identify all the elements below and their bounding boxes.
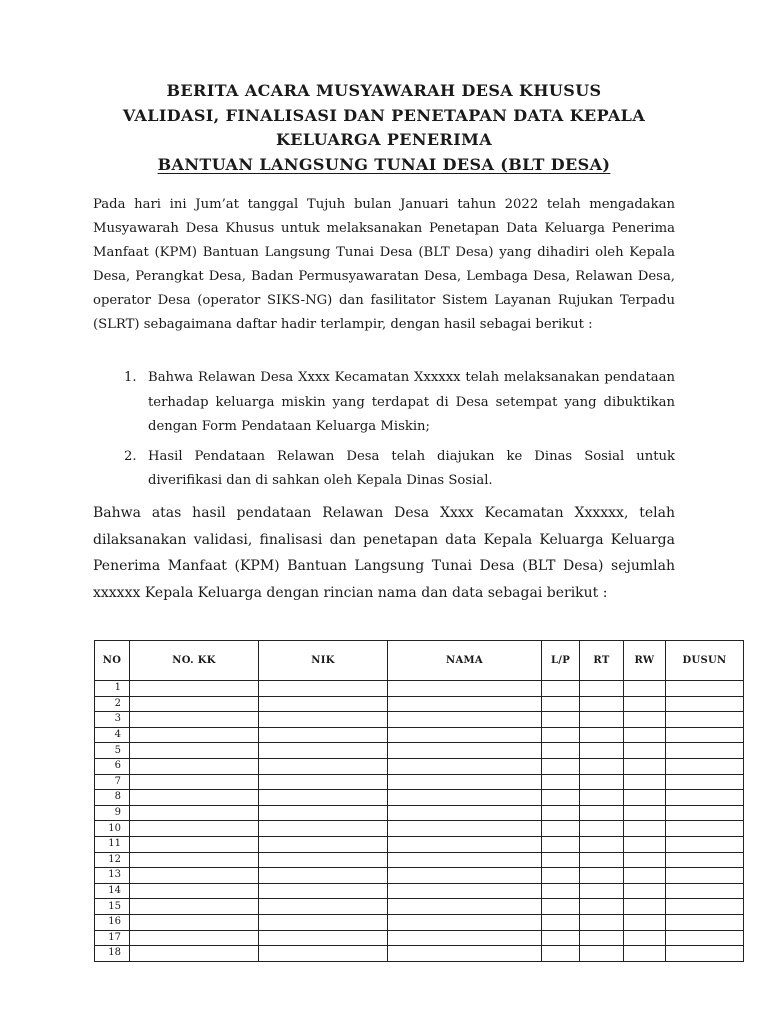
table-cell	[388, 836, 542, 852]
table-cell	[130, 821, 259, 837]
table-row	[95, 868, 744, 884]
table-cell	[542, 852, 580, 868]
table-cell	[130, 868, 259, 884]
table-cell	[580, 930, 624, 946]
table-cell	[388, 899, 542, 915]
table-cell	[259, 727, 388, 743]
table-cell	[666, 758, 744, 774]
table-cell	[542, 821, 580, 837]
table-cell	[624, 805, 666, 821]
column-header: NO	[95, 641, 130, 681]
table-cell	[666, 899, 744, 915]
result-list	[124, 366, 675, 494]
row-number: 17	[95, 930, 130, 946]
table-cell	[542, 681, 580, 697]
row-number: 9	[95, 805, 130, 821]
table-cell	[666, 930, 744, 946]
table-row	[95, 899, 744, 915]
table-cell	[580, 852, 624, 868]
table-cell	[580, 712, 624, 728]
table-cell	[259, 712, 388, 728]
title-line-2: VALIDASI, FINALISASI DAN PENETAPAN DATA KEPALA	[122, 105, 646, 125]
table-cell	[542, 946, 580, 962]
table-cell	[259, 914, 388, 930]
table-cell	[130, 696, 259, 712]
table-cell	[666, 774, 744, 790]
table-cell	[388, 946, 542, 962]
table-cell	[624, 883, 666, 899]
table-cell	[666, 914, 744, 930]
table-cell	[130, 758, 259, 774]
table-cell	[542, 805, 580, 821]
table-cell	[580, 836, 624, 852]
table-cell	[388, 696, 542, 712]
table-cell	[666, 821, 744, 837]
table-cell	[130, 805, 259, 821]
table-cell	[666, 883, 744, 899]
list-item-number: 1.	[124, 370, 137, 385]
row-number: 6	[95, 758, 130, 774]
table-cell	[624, 821, 666, 837]
table-cell	[388, 743, 542, 759]
table-cell	[666, 681, 744, 697]
table-cell	[666, 790, 744, 806]
table-row	[95, 914, 744, 930]
table-row	[95, 836, 744, 852]
table-cell	[259, 899, 388, 915]
table-cell	[388, 805, 542, 821]
table-cell	[259, 852, 388, 868]
table-cell	[259, 805, 388, 821]
table-row	[95, 696, 744, 712]
table-cell	[624, 727, 666, 743]
row-number: 1	[95, 681, 130, 697]
table-cell	[259, 821, 388, 837]
table-row	[95, 946, 744, 962]
table-cell	[580, 914, 624, 930]
column-header: DUSUN	[666, 641, 744, 681]
table-cell	[388, 868, 542, 884]
table-cell	[624, 852, 666, 868]
table-row	[95, 805, 744, 821]
table-cell	[542, 930, 580, 946]
table-cell	[259, 790, 388, 806]
table-cell	[259, 774, 388, 790]
table-cell	[542, 914, 580, 930]
table-cell	[259, 836, 388, 852]
table-cell	[580, 946, 624, 962]
table-cell	[130, 727, 259, 743]
table-cell	[130, 899, 259, 915]
table-cell	[624, 946, 666, 962]
title-line-4: BANTUAN LANGSUNG TUNAI DESA (BLT DESA)	[157, 154, 611, 174]
table-cell	[624, 758, 666, 774]
table-cell	[130, 681, 259, 697]
row-number: 8	[95, 790, 130, 806]
table-cell	[130, 774, 259, 790]
table-cell	[388, 930, 542, 946]
table-cell	[666, 727, 744, 743]
table-cell	[388, 852, 542, 868]
table-cell	[624, 899, 666, 915]
table-cell	[130, 790, 259, 806]
table-cell	[130, 946, 259, 962]
table-cell	[542, 790, 580, 806]
table-cell	[666, 946, 744, 962]
table-cell	[624, 696, 666, 712]
table-cell	[259, 681, 388, 697]
table-cell	[259, 743, 388, 759]
table-cell	[542, 758, 580, 774]
table-cell	[666, 743, 744, 759]
kpm-table	[94, 640, 744, 962]
document-title	[60, 79, 708, 177]
row-number: 15	[95, 899, 130, 915]
table-row	[95, 727, 744, 743]
table-cell	[580, 743, 624, 759]
table-cell	[666, 836, 744, 852]
table-cell	[580, 696, 624, 712]
row-number: 11	[95, 836, 130, 852]
table-cell	[259, 758, 388, 774]
table-row	[95, 790, 744, 806]
title-line-3: KELUARGA PENERIMA	[275, 130, 493, 149]
row-number: 4	[95, 727, 130, 743]
table-cell	[624, 681, 666, 697]
row-number: 16	[95, 914, 130, 930]
row-number: 2	[95, 696, 130, 712]
table-cell	[542, 836, 580, 852]
row-number: 18	[95, 946, 130, 962]
table-cell	[542, 868, 580, 884]
table-row	[95, 930, 744, 946]
opening-paragraph: Pada hari ini Jum’at tanggal Tujuh bulan Januari tahun 2022 telah mengadakan Musyawarah Desa Khusus untuk melaksanakan Penetapan Data Keluarga Penerima Manfaat (KPM) Bantuan Langsung Tunai Desa (BLT Desa) yang dihadiri oleh Kepala Desa, Perangkat Desa, Badan Permusyawaratan Desa, Lembaga Desa, Relawan Desa, operator Desa (operator SIKS-NG) dan fasilitator Sistem Layanan Rujukan Terpadu (SLRT) sebagaimana daftar hadir terlampir, dengan hasil sebagai berikut :	[93, 197, 675, 333]
column-header: NO. KK	[130, 641, 259, 681]
table-cell	[580, 758, 624, 774]
table-cell	[624, 790, 666, 806]
validation-paragraph: Bahwa atas hasil pendataan Relawan Desa Xxxx Kecamatan Xxxxxx, telah dilaksanakan validasi, finalisasi dan penetapan data Kepala Keluarga Keluarga Penerima Manfaat (KPM) Bantuan Langsung Tunai Desa (BLT Desa) sejumlah xxxxxx Kepala Keluarga dengan rincian nama dan data sebagai berikut :	[93, 505, 675, 601]
table-cell	[542, 883, 580, 899]
table-cell	[542, 899, 580, 915]
row-number: 7	[95, 774, 130, 790]
table-row	[95, 743, 744, 759]
table-cell	[388, 727, 542, 743]
table-row	[95, 852, 744, 868]
table-cell	[666, 805, 744, 821]
table-row	[95, 883, 744, 899]
table-cell	[388, 681, 542, 697]
table-cell	[130, 883, 259, 899]
table-cell	[580, 790, 624, 806]
table-cell	[130, 712, 259, 728]
table-cell	[580, 868, 624, 884]
column-header: L/P	[542, 641, 580, 681]
table-cell	[542, 696, 580, 712]
table-cell	[542, 727, 580, 743]
list-item-text: Bahwa Relawan Desa Xxxx Kecamatan Xxxxxx telah melaksanakan pendataan terhadap keluarga miskin yang terdapat di Desa setempat yang dibuktikan dengan Form Pendataan Keluarga Miskin;	[148, 370, 675, 435]
table-cell	[580, 805, 624, 821]
table-cell	[388, 883, 542, 899]
table-cell	[542, 712, 580, 728]
table-row	[95, 758, 744, 774]
table-cell	[542, 774, 580, 790]
table-cell	[666, 696, 744, 712]
table-cell	[259, 696, 388, 712]
column-header: NAMA	[388, 641, 542, 681]
row-number: 13	[95, 868, 130, 884]
table-cell	[624, 930, 666, 946]
table-cell	[580, 899, 624, 915]
column-header: RT	[580, 641, 624, 681]
table-cell	[624, 868, 666, 884]
table-cell	[624, 836, 666, 852]
table-row	[95, 774, 744, 790]
table-cell	[388, 758, 542, 774]
column-header: NIK	[259, 641, 388, 681]
row-number: 12	[95, 852, 130, 868]
table-cell	[130, 852, 259, 868]
table-row	[95, 821, 744, 837]
column-header: RW	[624, 641, 666, 681]
row-number: 3	[95, 712, 130, 728]
table-cell	[666, 852, 744, 868]
table-cell	[580, 821, 624, 837]
title-line-1: BERITA ACARA MUSYAWARAH DESA KHUSUS	[166, 81, 602, 100]
table-cell	[388, 774, 542, 790]
table-cell	[130, 914, 259, 930]
table-cell	[388, 712, 542, 728]
table-cell	[259, 946, 388, 962]
list-item-text: Hasil Pendataan Relawan Desa telah diajukan ke Dinas Sosial untuk diverifikasi dan di sahkan oleh Kepala Dinas Sosial.	[148, 448, 675, 489]
list-item	[124, 366, 675, 440]
table-cell	[624, 743, 666, 759]
table-cell	[259, 868, 388, 884]
table-row	[95, 681, 744, 697]
table-cell	[624, 914, 666, 930]
table-cell	[130, 930, 259, 946]
table-cell	[259, 883, 388, 899]
table-cell	[624, 774, 666, 790]
table-cell	[542, 743, 580, 759]
list-item-number: 2.	[124, 448, 137, 464]
table-header-row	[95, 641, 744, 681]
table-cell	[388, 914, 542, 930]
table-cell	[580, 774, 624, 790]
list-item	[124, 445, 675, 494]
table-cell	[580, 681, 624, 697]
table-cell	[666, 712, 744, 728]
table-cell	[259, 930, 388, 946]
table-row	[95, 712, 744, 728]
table-cell	[666, 868, 744, 884]
row-number: 10	[95, 821, 130, 837]
table-cell	[130, 836, 259, 852]
table-cell	[580, 883, 624, 899]
table-body	[95, 681, 744, 962]
row-number: 5	[95, 743, 130, 759]
table-cell	[388, 821, 542, 837]
table-cell	[388, 790, 542, 806]
table-cell	[130, 743, 259, 759]
row-number: 14	[95, 883, 130, 899]
table-cell	[580, 727, 624, 743]
table-cell	[624, 712, 666, 728]
